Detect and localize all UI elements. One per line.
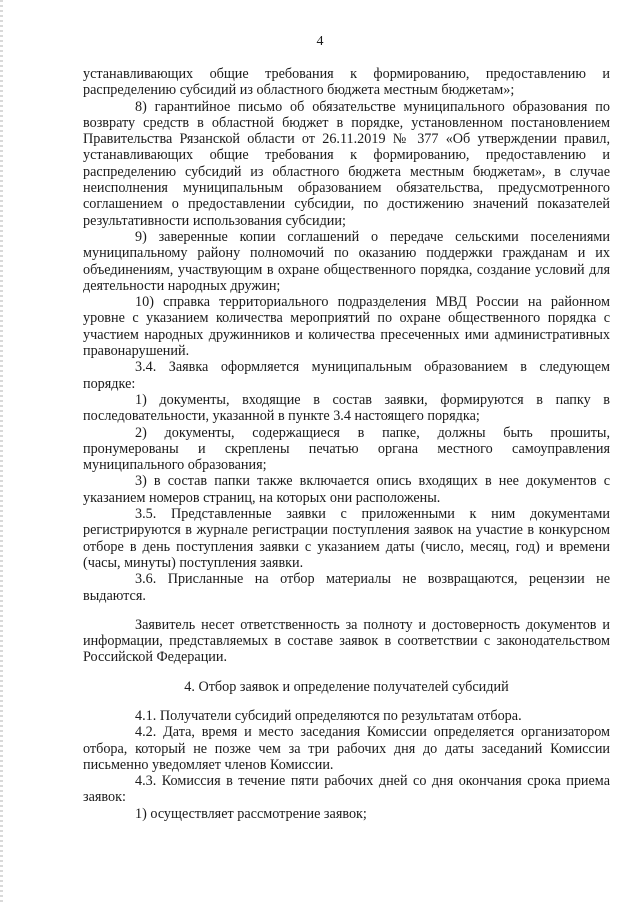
paragraph-3-4: 3.4. Заявка оформляется муниципальным образованием в следующем порядке: — [83, 359, 610, 392]
scan-edge — [0, 0, 3, 905]
paragraph-3-4-item-3: 3) в состав папки также включается опись входящих в нее документов с указанием номеров страниц, на которых они расположены. — [83, 473, 610, 506]
spacer — [83, 604, 610, 617]
paragraph-4-3: 4.3. Комиссия в течение пяти рабочих дней со дня окончания срока приема заявок: — [83, 773, 610, 806]
section-heading: 4. Отбор заявок и определение получателей субсидий — [184, 678, 509, 695]
paragraph-responsibility: Заявитель несет ответственность за полноту и достоверность документов и информации, представляемых в составе заявок в соответствии с законодательством Российской Федерации. — [83, 616, 610, 666]
paragraph-3-4-item-2: 2) документы, содержащиеся в папке, должны быть прошиты, пронумерованы и скреплены печатью органа местного самоуправления муниципального образования; — [83, 424, 610, 474]
paragraph-4-3-item-1: 1) осуществляет рассмотрение заявок; — [135, 805, 367, 822]
spacer — [83, 695, 610, 708]
paragraph-3-5: 3.5. Представленные заявки с приложенными к ним документами регистрируются в журнале регистрации поступления заявок на участие в конкурсном отборе в день поступления заявки с указанием даты (число, месяц, год) и времени (часы, минуты) поступления заявки. — [83, 506, 610, 571]
paragraph-4-1: 4.1. Получатели субсидий определяются по результатам отбора. — [135, 707, 522, 724]
paragraph-item-10: 10) справка территориального подразделения МВД России на районном уровне с указанием количества мероприятий по охране общественного порядка с участием народных дружинников и количества пресеченных ими административных правонарушений. — [83, 294, 610, 360]
spacer — [83, 666, 610, 679]
document-body — [83, 66, 610, 822]
paragraph-4-2: 4.2. Дата, время и место заседания Комиссии определяется организатором отбора, который не позже чем за три рабочих дня до даты заседаний Комиссии письменно уведомляет членов Комиссии. — [83, 724, 610, 773]
paragraph-item-9: 9) заверенные копии соглашений о передаче сельскими поселениями муниципальному району полномочий по оказанию поддержки гражданам и их объединениям, участвующим в охране общественного порядка, создание условий для деятельности народных дружин; — [83, 228, 610, 294]
paragraph-item-8: 8) гарантийное письмо об обязательстве муниципального образования по возврату средств в областной бюджет в порядке, установленном постановлением Правительства Рязанской области от 26.11.2019 № 377 «Об утверждении правил, устанавливающих общие требования к формированию, предоставлению и распределению субсидий из областного бюджета местным бюджетам», в случае неисполнения муниципальным образованием обязательства, предусмотренного соглашением о предоставлении субсидии, по достижению значений показателей результативности использования субсидии; — [83, 98, 610, 229]
paragraph-3-6: 3.6. Присланные на отбор материалы не возвращаются, рецензии не выдаются. — [83, 571, 610, 604]
page-number: 4 — [316, 34, 324, 49]
paragraph-3-4-item-1: 1) документы, входящие в состав заявки, формируются в папку в последовательности, указанной в пункте 3.4 настоящего порядка; — [83, 391, 610, 425]
paragraph-continuation: устанавливающих общие требования к формированию, предоставлению и распределению субсидий из областного бюджета местным бюджетам»; — [83, 66, 610, 99]
